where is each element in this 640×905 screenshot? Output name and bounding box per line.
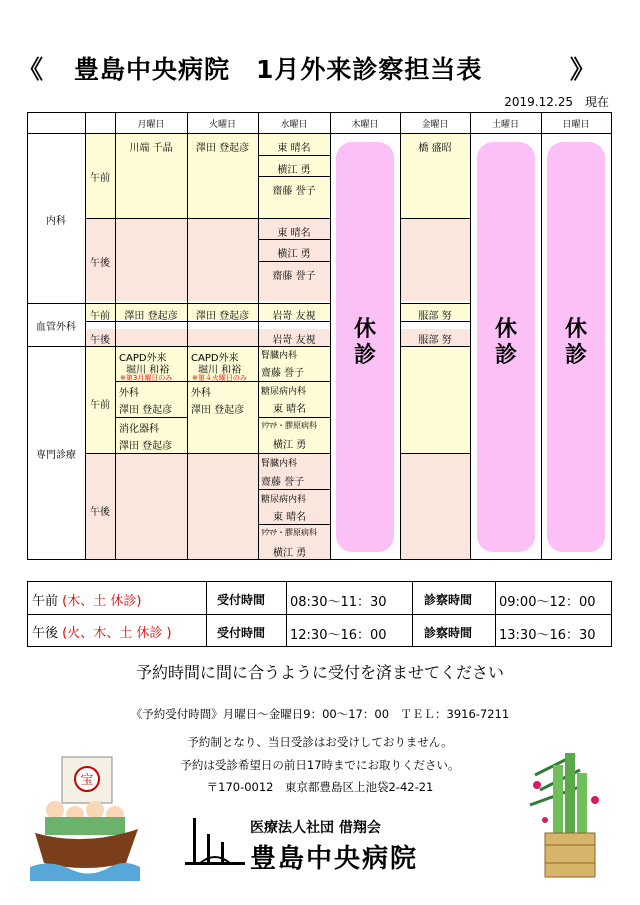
hours-am-reception-label: 受付時間 (217, 593, 266, 607)
day-header-tue: 火曜日 (208, 120, 236, 130)
kekkan-pm-fri: 服部 努 (418, 335, 452, 346)
kekkan-am-wed: 岩嵜 友視 (272, 311, 316, 322)
naika-am-fri: 橋 盛昭 (418, 143, 452, 154)
dept-senmon: 専門診療 (36, 450, 76, 461)
senmon-pm-wed-dept-2: 糖尿病内科 (261, 495, 307, 505)
kekkan-am-tue: 澤田 登起彦 (195, 311, 250, 322)
senmon-am-tue-note-1: ※第４火曜日のみ (192, 374, 247, 382)
day-header-mon: 月曜日 (137, 120, 165, 130)
day-header-thu: 木曜日 (351, 120, 379, 130)
bamboo-3 (577, 773, 587, 835)
bamboo-2 (565, 753, 575, 835)
closed-sat-label: 休 診 (494, 317, 517, 368)
period-kekkan-pm: 午後 (90, 335, 110, 346)
title-text: 豊島中央病院 1月外来診察担当表 (74, 55, 483, 84)
naika-pm-wed-2: 横江 勇 (277, 249, 311, 260)
senmon-am-wed-dept-1: 腎臓内科 (261, 351, 298, 361)
senmon-pm-wed-dept-3: ﾘｳﾏﾁ・膠原病科 (261, 528, 317, 537)
senmon-pm-fri-bg (400, 454, 470, 560)
ship-emblem-text: 宝 (80, 773, 94, 788)
naika-am-tue: 澤田 登起彦 (195, 143, 250, 154)
reservation-hours: 《予約受付時間》月曜日～金曜日9：00～17：00 ＴＥＬ：3916-7211 (130, 707, 510, 721)
closed-thu-label: 休 診 (353, 317, 376, 368)
senmon-am-tue-dept-2: 外科 (191, 388, 211, 399)
day-header-sun: 日曜日 (562, 120, 590, 130)
gods-robes (45, 817, 125, 835)
plum-blossom-1 (533, 781, 541, 789)
senmon-am-wed-doctor-2: 東 晴名 (273, 404, 307, 415)
senmon-pm-wed-doctor-2: 東 晴名 (273, 512, 307, 523)
address: 〒170-0012 東京都豊島区上池袋2-42-21 (206, 780, 434, 794)
kekkan-am-mon: 澤田 登起彦 (124, 311, 178, 322)
schedule-table (27, 112, 612, 560)
plum-blossom-3 (542, 817, 548, 823)
dept-kekkan: 血管外科 (36, 322, 76, 333)
hours-am-exam-label: 診察時間 (424, 593, 473, 607)
logo-hospital-name: 豊島中央病院 (250, 844, 419, 874)
senmon-am-fri-bg (400, 347, 470, 454)
kadomatsu-illustration (515, 745, 615, 885)
logo-subtitle: 医療法人社団 借翔会 (250, 820, 381, 836)
plum-blossom-2 (591, 796, 599, 804)
reception-notice: 予約時間に間に合うように受付を済ませてください (135, 663, 504, 682)
kekkan-am-fri: 服部 努 (418, 311, 452, 322)
period-senmon-pm: 午後 (90, 507, 110, 518)
naika-am-wed-1: 東 晴名 (277, 143, 311, 154)
closed-sun-label: 休 診 (564, 317, 587, 368)
period-naika-pm: 午後 (90, 258, 110, 269)
god-head-3 (86, 801, 104, 819)
day-header-fri: 金曜日 (421, 120, 449, 130)
as-of-date: 2019.12.25 現在 (504, 95, 609, 109)
senmon-am-wed-dept-2: 糖尿病内科 (261, 387, 307, 397)
hours-am-reception: 08:30～11：30 (290, 595, 387, 610)
page-title (0, 50, 640, 90)
straw-base (545, 833, 595, 877)
period-naika-am: 午前 (90, 173, 110, 184)
senmon-am-mon-note-1: ※第3月曜日のみ (120, 374, 173, 382)
hours-pm-reception-label: 受付時間 (217, 626, 266, 640)
hours-am-exam: 09:00～12：00 (499, 595, 596, 610)
bamboo-1 (553, 765, 563, 835)
period-kekkan-am: 午前 (90, 311, 110, 322)
naika-am-wed-3: 齋藤 誉子 (272, 186, 316, 197)
day-header-sat: 土曜日 (491, 120, 519, 130)
senmon-am-wed-doctor-1: 齋藤 誉子 (261, 368, 305, 379)
info-line-2: 予約は受診希望日の前日17時までにお取りください。 (180, 758, 460, 772)
senmon-am-wed-doctor-3: 横江 勇 (273, 440, 307, 451)
senmon-am-mon-doctor-1: 堀川 和裕 (126, 365, 170, 376)
kekkan-pm-wed: 岩嵜 友視 (272, 335, 316, 346)
dept-naika: 内科 (46, 216, 66, 227)
title-bracket-left: 《 (18, 55, 45, 84)
senmon-am-mon-dept-2: 外科 (119, 388, 139, 399)
hours-pm-reception: 12:30～16：00 (290, 628, 387, 643)
senmon-pm-wed-doctor-1: 齋藤 誉子 (261, 477, 305, 488)
period-senmon-am: 午前 (90, 400, 110, 411)
hours-pm-exam-label: 診察時間 (424, 626, 473, 640)
senmon-am-mon-dept-3: 消化器科 (119, 424, 159, 435)
senmon-am-tue-dept-1: CAPD外来 (191, 353, 239, 364)
hours-pm-exam: 13:30～16：30 (499, 628, 596, 643)
hours-table (27, 581, 612, 647)
senmon-am-mon-dept-1: CAPD外来 (119, 353, 167, 364)
senmon-am-mon-doctor-2: 澤田 登起彦 (119, 405, 173, 416)
treasure-ship-illustration (30, 755, 140, 885)
hours-pm-label: 午後 (火、木、土 休診 ) (32, 626, 172, 641)
senmon-am-wed-dept-3: ﾘｳﾏﾁ・膠原病科 (261, 421, 317, 430)
hours-am-label: 午前 (木、土 休診) (32, 594, 142, 609)
senmon-pm-wed-doctor-3: 横江 勇 (273, 548, 307, 559)
senmon-pm-wed-dept-1: 腎臓内科 (261, 459, 298, 469)
title-bracket-right: 》 (570, 55, 597, 84)
hospital-logo-icon (185, 812, 245, 872)
naika-pm-fri-bg (400, 218, 470, 301)
naika-pm-wed-3: 齋藤 誉子 (272, 271, 316, 282)
god-head-1 (46, 801, 64, 819)
naika-pm-wed-1: 東 晴名 (277, 228, 311, 239)
day-header-wed: 水曜日 (280, 120, 308, 130)
naika-am-wed-2: 横江 勇 (277, 165, 311, 176)
senmon-am-mon-doctor-3: 澤田 登起彦 (119, 441, 173, 452)
senmon-am-tue-doctor-1: 堀川 和裕 (198, 365, 242, 376)
naika-am-mon: 川端 千晶 (129, 143, 173, 154)
info-line-1: 予約制となり、当日受診はお受けしておりません。 (187, 735, 453, 749)
senmon-am-tue-doctor-2: 澤田 登起彦 (191, 405, 245, 416)
